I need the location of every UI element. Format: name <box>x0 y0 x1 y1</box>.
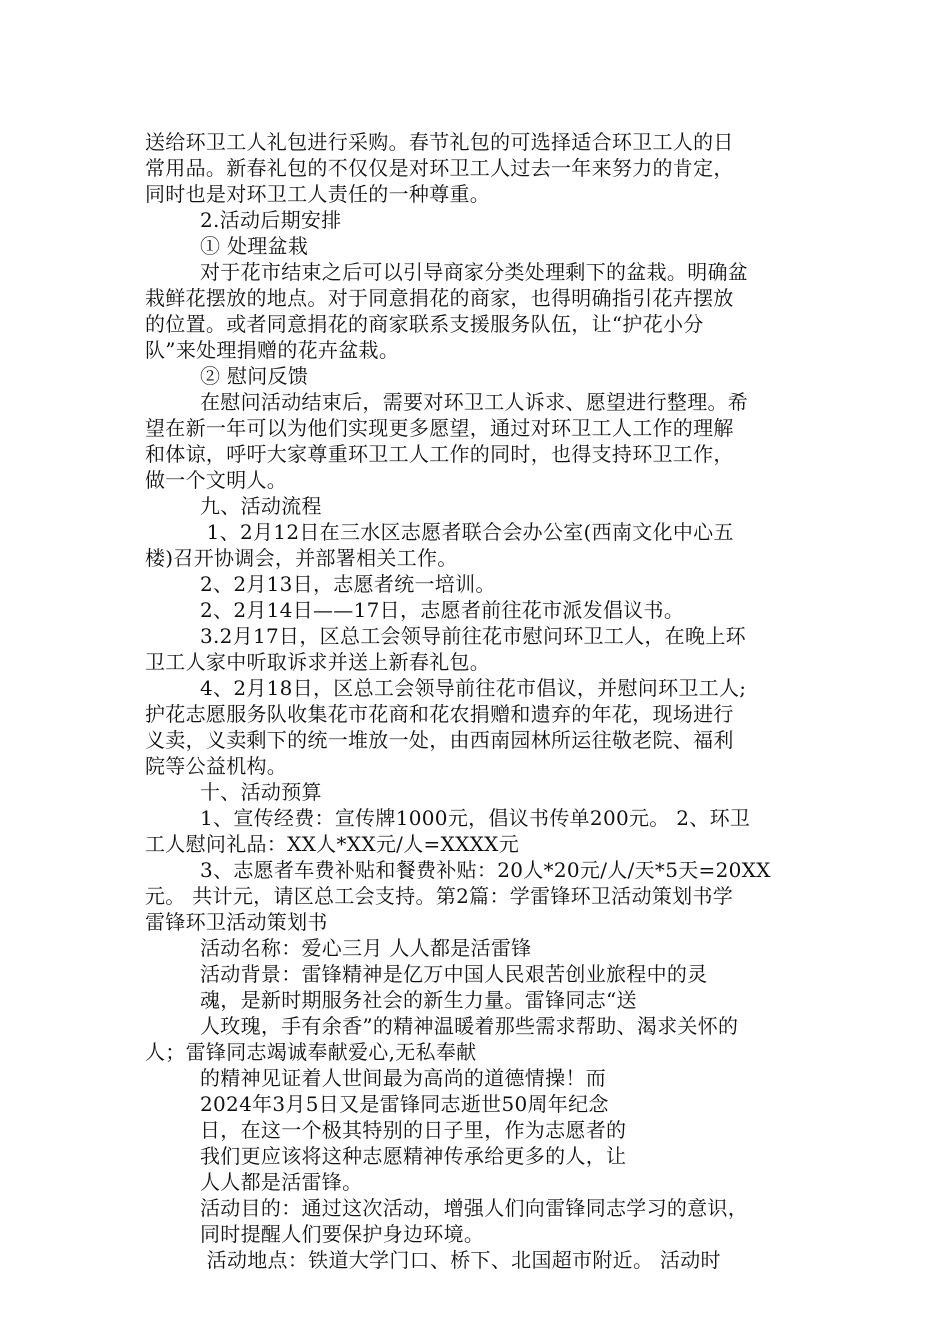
text-line: 和体谅，呼吁大家尊重环卫工人工作的同时，也得支持环卫工作， <box>145 442 734 466</box>
text-line: 2024年3月5日又是雷锋同志逝世50周年纪念 <box>200 1092 609 1116</box>
text-line: 栽鲜花摆放的地点。对于同意捐花的商家，也得明确指引花卉摆放 <box>145 286 734 310</box>
text-line: 人人都是活雷锋。 <box>200 1170 363 1194</box>
text-line: 做一个文明人。 <box>145 468 288 492</box>
text-line: 2、2月14日——17日，志愿者前往花市派发倡议书。 <box>200 598 685 622</box>
text-line: 1、2月12日在三水区志愿者联合会办公室(西南文化中心五 <box>200 520 734 544</box>
text-line: 望在新一年可以为他们实现更多愿望，通过对环卫工人工作的理解 <box>145 416 734 440</box>
text-line: 同时也是对环卫工人责任的一种尊重。 <box>145 182 491 206</box>
text-line: 4、2月18日，区总工会领导前往花市倡议，并慰问环卫工人; <box>200 676 747 700</box>
text-line: 人玫瑰，手有余香”的精神温暖着那些需求帮助、渴求关怀的 <box>200 1014 739 1038</box>
text-line: 在慰问活动结束后，需要对环卫工人诉求、愿望进行整理。希 <box>200 390 749 414</box>
text-line: 2.活动后期安排 <box>200 208 342 232</box>
text-line: 雷锋环卫活动策划书 <box>145 910 328 934</box>
text-line: 卫工人家中听取诉求并送上新春礼包。 <box>145 650 491 674</box>
section-heading: 十、活动预算 <box>200 780 322 804</box>
text-line: 对于花市结束之后可以引导商家分类处理剩下的盆栽。明确盆 <box>200 260 749 284</box>
text-line: 活动背景：雷锋精神是亿万中国人民艰苦创业旅程中的灵 <box>200 962 708 986</box>
text-line: 队”来处理捐赠的花卉盆栽。 <box>145 338 400 362</box>
text-line: 活动名称：爱心三月 人人都是活雷锋 <box>200 936 532 960</box>
text-line: 院等公益机构。 <box>145 754 288 778</box>
text-line: 1、宣传经费：宣传牌1000元，倡议书传单200元。 2、环卫 <box>200 806 751 830</box>
text-line: 人；雷锋同志竭诚奉献爱心,无私奉献 <box>145 1040 477 1064</box>
text-line: 活动目的：通过这次活动，增强人们向雷锋同志学习的意识， <box>200 1196 749 1220</box>
text-line: 魂，是新时期服务社会的新生力量。雷锋同志“送 <box>200 988 637 1012</box>
text-line: 3.2月17日，区总工会领导前往花市慰问环卫工人，在晚上环 <box>200 624 746 648</box>
text-line: 常用品。新春礼包的不仅仅是对环卫工人过去一年来努力的肯定， <box>145 156 734 180</box>
text-line: 义卖，义卖剩下的统一堆放一处，由西南园林所运往敬老院、福利 <box>145 728 734 752</box>
text-line: 送给环卫工人礼包进行采购。春节礼包的可选择适合环卫工人的日 <box>145 130 734 154</box>
text-line: 楼)召开协调会，并部署相关工作。 <box>145 546 458 570</box>
text-line: 3、志愿者车费补贴和餐费补贴：20人*20元/人/天*5天=20XX <box>200 858 771 882</box>
text-line: ② 慰问反馈 <box>200 364 309 388</box>
text-line: 活动地点：铁道大学门口、桥下、北国超市附近。 活动时 <box>200 1248 721 1272</box>
section-heading: 九、活动流程 <box>200 494 322 518</box>
text-line: 日，在这一个极其特别的日子里，作为志愿者的 <box>200 1118 627 1142</box>
text-line: 护花志愿服务队收集花市花商和花农捐赠和遗弃的年花，现场进行 <box>145 702 734 726</box>
text-line: 工人慰问礼品：XX人*XX元/人=XXXX元 <box>145 832 520 856</box>
text-line: 2、2月13日，志愿者统一培训。 <box>200 572 496 596</box>
text-line: ① 处理盆栽 <box>200 234 309 258</box>
text-line: 元。 共计元，请区总工会支持。第2篇：学雷锋环卫活动策划书学 <box>145 884 734 908</box>
text-line: 的精神见证着人世间最为高尚的道德情操！而 <box>200 1066 606 1090</box>
text-line: 同时提醒人们要保护身边环境。 <box>200 1222 485 1246</box>
text-line: 的位置。或者同意捐花的商家联系支援服务队伍，让“护花小分 <box>145 312 704 336</box>
text-line: 我们更应该将这种志愿精神传承给更多的人，让 <box>200 1144 627 1168</box>
